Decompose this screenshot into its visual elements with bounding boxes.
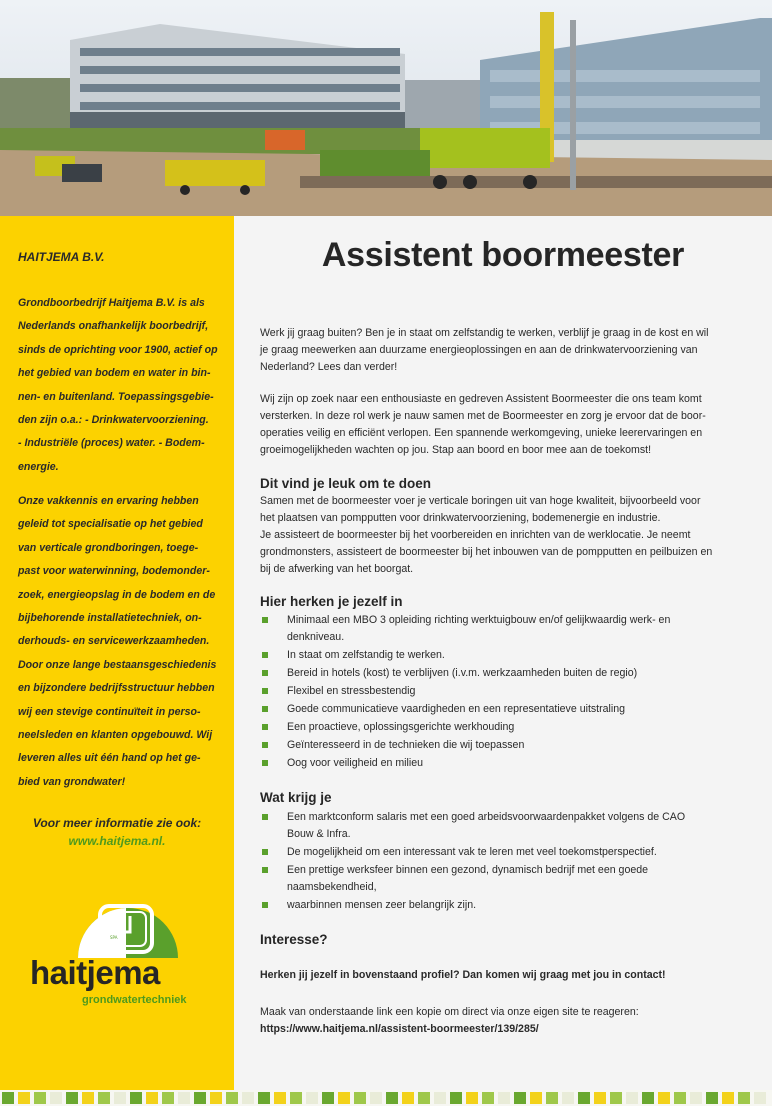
intro-line: - Industriële (proces) water. - Bodem-	[18, 437, 205, 450]
intro-paragraph-1	[260, 325, 756, 376]
stripe-square	[210, 1092, 222, 1104]
text-line: operaties veilig en efficiënt verlopen. Een spannende werkomgeving, unieke leerervaringen en	[260, 427, 703, 439]
bottom-stripe	[0, 1090, 772, 1106]
stripe-square	[354, 1092, 366, 1104]
expertise-line: van verticale grondboringen, toege-	[18, 541, 199, 554]
list-item: Geïnteresseerd in de technieken die wij toepassen	[260, 737, 756, 754]
stripe-square	[738, 1092, 750, 1104]
profile-list	[260, 612, 756, 773]
stripe-square	[306, 1092, 318, 1104]
stripe-square	[690, 1092, 702, 1104]
stripe-square	[66, 1092, 78, 1104]
bullet-icon	[262, 688, 268, 694]
expertise-line: wij een stevige continuïteit in perso-	[18, 705, 201, 718]
list-item: Bereid in hotels (kost) te verblijven (i.v.m. werkzaamheden buiten de regio)	[260, 665, 756, 682]
stripe-square	[546, 1092, 558, 1104]
expertise-line: Onze vakkennis en ervaring hebben	[18, 495, 199, 507]
more-info-label: Voor meer informatie zie ook:	[32, 816, 202, 830]
stripe-square	[434, 1092, 446, 1104]
stripe-square	[178, 1092, 190, 1104]
text-line: Werk jij graag buiten? Ben je in staat om zelfstandig te werken, verblijf je graag in de kost en wil	[260, 327, 709, 339]
stripe-square	[386, 1092, 398, 1104]
construction-site-image	[0, 0, 772, 216]
intro-paragraph-2	[260, 391, 756, 459]
tasks-paragraph	[260, 493, 756, 578]
stripe-square	[754, 1092, 766, 1104]
bullet-icon	[262, 742, 268, 748]
stripe-square	[98, 1092, 110, 1104]
stripe-square	[594, 1092, 606, 1104]
list-item: Een marktconform salaris met een goed arbeidsvoorwaardenpakket volgens de CAO Bouw & Infra.	[260, 809, 756, 843]
bullet-icon	[262, 670, 268, 676]
stripe-square	[610, 1092, 622, 1104]
stripe-square	[658, 1092, 670, 1104]
offer-list	[260, 809, 756, 915]
stripe-square	[578, 1092, 590, 1104]
stripe-square	[642, 1092, 654, 1104]
intro-line: sinds de oprichting voor 1900, actief op	[18, 343, 218, 356]
stripe-square	[82, 1092, 94, 1104]
text-line: Je assisteert de boormeester bij het voorbereiden en inrichten van de werklocatie. Je neemt	[260, 529, 691, 541]
text-line: Wij zijn op zoek naar een enthousiaste en gedreven Assistent Boormeester die ons team komt	[260, 393, 702, 405]
expertise-line: Door onze lange bestaansgeschiedenis	[18, 658, 217, 671]
company-expertise	[18, 490, 224, 794]
stripe-square	[706, 1092, 718, 1104]
text-line: het plaatsen van pompputten voor drinkwatervoorziening, bodemenergie en industrie.	[260, 512, 661, 524]
stripe-square	[562, 1092, 574, 1104]
section-heading-profile: Hier herken je jezelf in	[260, 594, 403, 609]
stripe-square	[402, 1092, 414, 1104]
bullet-icon	[262, 617, 268, 623]
expertise-line: zoek, energieopslag in de bodem en de	[18, 588, 216, 601]
stripe-square	[290, 1092, 302, 1104]
stripe-square	[2, 1092, 14, 1104]
company-name: HAITJEMA B.V.	[18, 250, 105, 264]
intro-line: Grondboorbedrijf Haitjema B.V. is als	[18, 297, 205, 309]
bullet-icon	[262, 706, 268, 712]
logo-wordmark: haitjema	[30, 954, 160, 991]
company-intro	[18, 292, 224, 479]
company-sidebar	[0, 216, 234, 1090]
list-item: Een prettige werksfeer binnen een gezond, dynamisch bedrijf met een goede naamsbekendheid,	[260, 862, 756, 896]
stripe-square	[450, 1092, 462, 1104]
bullet-icon	[262, 902, 268, 908]
list-item: De mogelijkheid om een interessant vak te leren met veel toekomstperspectief.	[260, 844, 756, 861]
apply-link[interactable]: https://www.haitjema.nl/assistent-boormeester/139/285/	[260, 1023, 539, 1035]
text-line: Samen met de boormeester voer je verticale boringen uit van hoge kwaliteit, bijvoorbeeld voor	[260, 495, 701, 507]
bullet-icon	[262, 867, 268, 873]
stripe-square	[242, 1092, 254, 1104]
section-heading-offer: Wat krijg je	[260, 790, 332, 805]
stripe-square	[34, 1092, 46, 1104]
stripe-square	[146, 1092, 158, 1104]
vacancy-content	[234, 216, 772, 1090]
expertise-line: bied van grondwater!	[18, 775, 126, 788]
stripe-square	[50, 1092, 62, 1104]
stripe-square	[674, 1092, 686, 1104]
text-line: bij de afwerking van het boorgat.	[260, 563, 414, 575]
cta-text: Herken jij jezelf in bovenstaand profiel? Dan komen wij graag met jou in contact!	[260, 969, 666, 981]
stripe-square	[482, 1092, 494, 1104]
stripe-square	[258, 1092, 270, 1104]
stripe-pattern	[0, 1090, 772, 1106]
list-item: Flexibel en stressbestendig	[260, 683, 756, 700]
list-item: waarbinnen mensen zeer belangrijk zijn.	[260, 897, 756, 914]
stripe-square	[226, 1092, 238, 1104]
stripe-square	[194, 1092, 206, 1104]
bullet-icon	[262, 724, 268, 730]
stripe-square	[338, 1092, 350, 1104]
expertise-line: leveren alles uit één hand op het ge-	[18, 752, 201, 765]
stripe-square	[370, 1092, 382, 1104]
bullet-icon	[262, 814, 268, 820]
stripe-square	[466, 1092, 478, 1104]
text-line: je graag meewerken aan duurzame energieoplossingen en aan de drinkwatervoorziening van	[260, 344, 698, 356]
stripe-square	[498, 1092, 510, 1104]
stripe-square	[18, 1092, 30, 1104]
list-item: Goede communicatieve vaardigheden en een representatieve uitstraling	[260, 701, 756, 718]
intro-line: nen- en buitenland. Toepassingsgebie-	[18, 390, 214, 403]
expertise-line: bijbehorende installatietechniek, on-	[18, 612, 202, 625]
intro-line: energie.	[18, 460, 59, 473]
logo-badge: SPA	[110, 935, 118, 940]
section-heading-interest: Interesse?	[260, 932, 328, 947]
text-line: versterken. In deze rol werk je nauw samen met de Boormeester en zorg je ervoor dat de boor-	[260, 410, 706, 422]
bullet-icon	[262, 652, 268, 658]
stripe-square	[114, 1092, 126, 1104]
intro-line: den zijn o.a.: - Drinkwatervoorziening.	[18, 414, 209, 427]
stripe-square	[530, 1092, 542, 1104]
expertise-line: past voor waterwinning, bodemonder-	[18, 565, 210, 578]
stripe-square	[274, 1092, 286, 1104]
header-photo	[0, 0, 772, 216]
list-item: In staat om zelfstandig te werken.	[260, 647, 756, 664]
stripe-square	[418, 1092, 430, 1104]
section-heading-tasks: Dit vind je leuk om te doen	[260, 476, 432, 491]
intro-line: Nederlands onafhankelijk boorbedrijf,	[18, 320, 209, 333]
stripe-square	[322, 1092, 334, 1104]
expertise-line: en bijzondere bedrijfsstructuur hebben	[18, 682, 215, 695]
website-link[interactable]: www.haitjema.nl.	[68, 834, 166, 848]
bullet-icon	[262, 760, 268, 766]
text-line: Nederland? Lees dan verder!	[260, 361, 398, 373]
apply-text: Maak van onderstaande link een kopie om direct via onze eigen site te reageren:	[260, 1006, 639, 1018]
stripe-square	[626, 1092, 638, 1104]
expertise-line: geleid tot specialisatie op het gebied	[18, 518, 203, 531]
text-line: grondmonsters, assisteert de boormeester bij het inbouwen van de pompputten en peilbuizen en	[260, 546, 713, 558]
text-line: groeimogelijkheden wachten op jou. Stap aan boord en boor mee aan de toekomst!	[260, 444, 652, 456]
expertise-line: neelsleden en klanten opgebouwd. Wij	[18, 729, 213, 742]
stripe-square	[162, 1092, 174, 1104]
stripe-square	[514, 1092, 526, 1104]
intro-line: het gebied van bodem en water in bin-	[18, 367, 211, 380]
bullet-icon	[262, 849, 268, 855]
expertise-line: derhouds- en servicewerkzaamheden.	[18, 635, 210, 648]
list-item: Oog voor veiligheid en milieu	[260, 755, 756, 772]
stripe-square	[722, 1092, 734, 1104]
list-item: Een proactieve, oplossingsgerichte werkhouding	[260, 719, 756, 736]
vacancy-title: Assistent boormeester	[321, 236, 685, 274]
logo-tagline: grondwatertechniek	[82, 994, 187, 1006]
list-item: Minimaal een MBO 3 opleiding richting werktuigbouw en/of gelijkwaardig werk- en denkniveau.	[260, 612, 756, 646]
more-info	[0, 814, 234, 850]
stripe-square	[130, 1092, 142, 1104]
